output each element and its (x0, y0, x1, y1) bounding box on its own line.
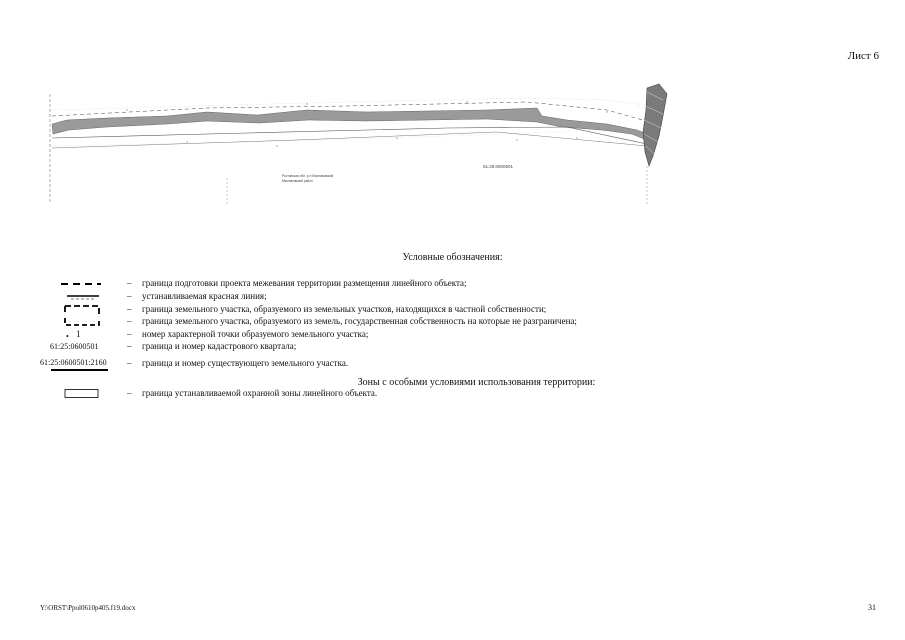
legend-dash: – (127, 304, 132, 314)
legend-dash: – (127, 291, 132, 301)
map-caption-line2: Мясниковский район (282, 179, 313, 183)
legend-text: граница устанавливаемой охранной зоны линейного объекта. (142, 388, 378, 398)
legend-text: граница подготовки проекта межевания территории размещения линейного объекта; (142, 278, 467, 288)
state-parcel-boundary-symbol (55, 316, 125, 327)
map-plan (47, 80, 677, 206)
footer-file-path: Y:\ORST\Ppol0610p405.f19.docx (40, 604, 136, 612)
legend-dash: – (127, 329, 132, 339)
zones-title: Зоны с особыми условиями использования территории: (357, 377, 596, 388)
protection-zone-symbol (55, 388, 125, 399)
cadastral-quarter-label: 61:25:0600501 (50, 342, 99, 351)
existing-parcel-line (51, 369, 108, 371)
legend-dash: – (127, 341, 132, 351)
sheet-label: Лист 6 (847, 50, 879, 62)
legend-text: устанавливаемая красная линия; (142, 291, 267, 301)
legend-dash: – (127, 358, 132, 368)
legend-text: граница и номер кадастрового квартала; (142, 341, 297, 351)
legend-text: граница земельного участка, образуемого из земель, государственная собственность на которые не разграничена; (142, 316, 577, 326)
legend-text: граница и номер существующего земельного участка. (142, 358, 349, 368)
private-parcel-boundary-symbol (55, 304, 125, 315)
legend-title: Условные обозначения: (402, 252, 503, 263)
map-caption-line1: Ростовская обл. р-н Мясниковский (282, 174, 334, 178)
red-line-symbol (55, 291, 125, 302)
road-band (52, 108, 652, 142)
point-number-label: 1 (76, 329, 81, 339)
legend-text: номер характерной точки образуемого земельного участка; (142, 329, 369, 339)
legend-text: граница земельного участка, образуемого из земельных участков, находящихся в частной собственности; (142, 304, 547, 314)
cadastral-quarter-symbol (50, 341, 125, 352)
legend-dash: – (127, 388, 132, 398)
footer-page-number: 31 (868, 603, 876, 612)
point-dot-icon: • (66, 332, 69, 341)
point-number-symbol (55, 329, 125, 340)
legend-dash: – (127, 316, 132, 326)
existing-parcel-label: 61:25:0600501:2160 (40, 358, 107, 367)
legend-dash: – (127, 278, 132, 288)
project-boundary-symbol (55, 278, 125, 289)
existing-parcel-symbol (40, 358, 125, 369)
map-cadastral-label: 61:25:0600501 (483, 164, 514, 169)
